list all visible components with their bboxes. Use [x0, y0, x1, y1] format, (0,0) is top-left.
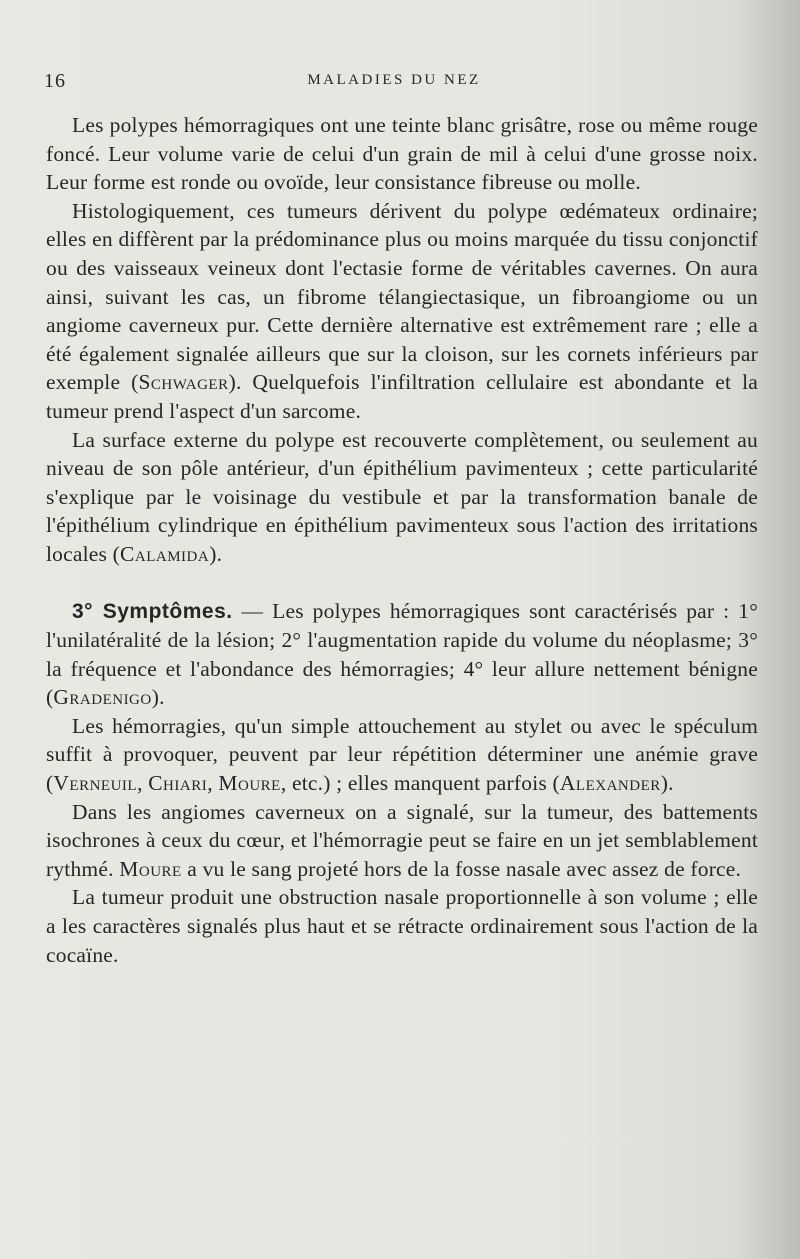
author-reference: Moure: [218, 771, 281, 796]
paragraph-text: ).: [209, 541, 223, 566]
paragraph-text: — Les polypes hémorragiques sont caractérisés par : 1° l'unilatéralité de la lésion; 2° l'augmentation rapide du volume du néoplasme; 3° la fréquence et l'abondance des hémorragies; 4° leur allure nettement bénigne (: [46, 598, 758, 710]
paragraph-angiomas: [46, 798, 758, 884]
paragraph-symptoms: [46, 597, 758, 712]
paragraph-obstruction: [46, 883, 758, 969]
paragraph-text: a vu le sang projeté hors de la fosse nasale avec assez de force.: [181, 856, 742, 881]
paragraph-text: ,: [207, 771, 219, 796]
paragraph-text: ). Quelquefois l'infiltration cellulaire est abondante et la tumeur prend l'aspect d'un sarcome.: [46, 370, 758, 423]
paragraph-surface: [46, 426, 758, 569]
author-reference: Gradenigo: [53, 685, 152, 710]
paragraph-text: ).: [151, 685, 165, 710]
author-reference: Verneuil: [53, 771, 138, 796]
paragraph-text: La tumeur produit une obstruction nasale proportionnelle à son volume ; elle a les caractères signalés plus haut et se rétracte ordinairement sous l'action de la cocaïne.: [46, 885, 758, 967]
author-reference: Schwager: [138, 370, 229, 395]
paragraph-text: , etc.) ; elles manquent parfois (: [280, 771, 560, 796]
author-reference: Calamida: [120, 541, 210, 566]
author-reference: Chiari: [148, 771, 208, 796]
paragraph-appearance: [46, 111, 758, 197]
author-reference: Alexander: [559, 771, 661, 796]
page-number: 16: [44, 70, 66, 92]
paragraph-text: Dans les angiomes caverneux on a signalé, sur la tumeur, des battements isochrones à ceux du cœur, et l'hémorragie peut se faire en un jet semblablement rythmé.: [46, 799, 758, 881]
paragraph-text: Les polypes hémorragiques ont une teinte blanc grisâtre, rose ou même rouge foncé. Leur volume varie de celui d'un grain de mil à celui d'une grosse noix. Leur forme est ronde ou ovoïde, leur consistance fibreuse ou molle.: [46, 113, 758, 195]
paragraph-text: Histologiquement, ces tumeurs dérivent du polype œdémateux ordinaire; elles en diffèrent par la prédominance plus ou moins marquée du tissu conjonctif ou des vaisseaux veineux dont l'ectasie forme de véritables cavernes. On aura ainsi, suivant les cas, un fibrome télangiectasique, un fibroangiome ou un angiome caverneux pur. Cette dernière alternative est extrêmement rare ; elle a été également signalée ailleurs que sur la cloison, sur les cornets inférieurs par exemple (: [46, 198, 758, 395]
paragraph-text: Les hémorragies, qu'un simple attouchement au stylet ou avec le spéculum suffit à provoquer, peuvent par leur répétition déterminer une anémie grave (: [46, 713, 758, 796]
section-heading: 3° Symptômes.: [72, 599, 233, 623]
paragraph-text: ,: [137, 771, 149, 796]
running-title: MALADIES DU NEZ: [307, 72, 481, 88]
paragraph-text: ).: [660, 771, 674, 796]
body-text: [46, 111, 758, 969]
paragraph-hemorrhages: [46, 712, 758, 798]
author-reference: Moure: [119, 856, 182, 881]
paragraph-histology: [46, 197, 758, 426]
page-header: [44, 70, 744, 94]
paragraph-text: La surface externe du polype est recouverte complètement, ou seulement au niveau de son pôle antérieur, d'un épithélium pavimenteux ; cette particularité s'explique par le voisinage du vestibule et par la transformation banale de l'épithélium cylindrique en épithélium pavimenteux sous l'action des irritations locales (: [46, 427, 758, 566]
